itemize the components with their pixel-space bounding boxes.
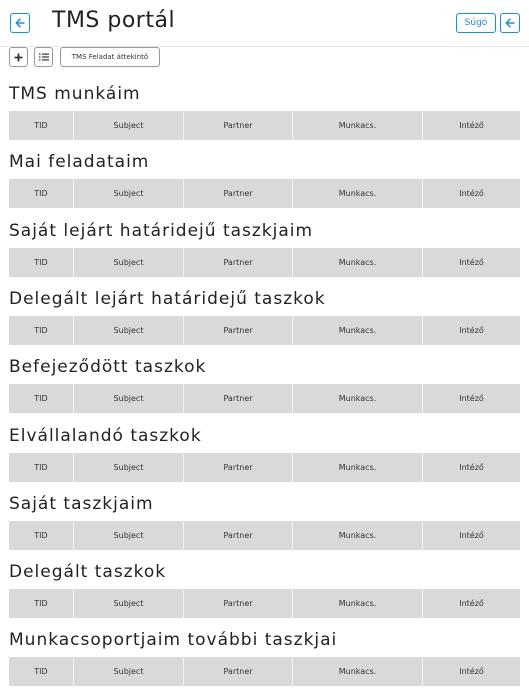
column-header[interactable]: Intéző xyxy=(459,121,484,130)
column-header[interactable]: TID xyxy=(9,179,74,208)
section-title: TMS munkáim xyxy=(9,84,141,104)
column-header[interactable]: Partner xyxy=(184,111,293,140)
section-title: Saját taszkjaim xyxy=(9,494,154,514)
add-button[interactable] xyxy=(9,47,28,67)
section-title: Elvállalandó taszkok xyxy=(9,426,202,446)
column-header[interactable]: TID xyxy=(9,657,74,686)
section-title: Befejeződött taszkok xyxy=(9,357,207,377)
task-section xyxy=(0,426,529,486)
column-header[interactable]: Partner xyxy=(184,248,293,277)
table-header-row xyxy=(9,453,520,482)
task-section xyxy=(0,152,529,212)
column-header[interactable]: Partner xyxy=(184,657,293,686)
column-header[interactable]: Intéző xyxy=(459,463,484,472)
column-header[interactable]: Subject xyxy=(74,111,184,140)
arrow-left-icon xyxy=(505,18,515,28)
column-header[interactable]: Partner xyxy=(184,384,293,413)
column-header[interactable]: Munkacs. xyxy=(293,179,423,208)
column-header[interactable]: Munkacs. xyxy=(293,384,423,413)
column-header[interactable]: Intéző xyxy=(459,394,484,403)
task-section xyxy=(0,84,529,144)
column-header[interactable]: Intéző xyxy=(459,667,484,676)
task-overview-button[interactable]: TMS Feladat áttekintő xyxy=(60,47,160,67)
task-section xyxy=(0,494,529,554)
column-header[interactable]: Intéző xyxy=(459,258,484,267)
column-header[interactable]: Munkacs. xyxy=(293,111,423,140)
table-header-row xyxy=(9,316,520,345)
section-title: Delegált lejárt határidejű taszkok xyxy=(9,289,326,309)
table-header-row xyxy=(9,111,520,140)
task-section xyxy=(0,630,529,690)
column-header[interactable]: TID xyxy=(9,248,74,277)
page-header xyxy=(0,0,529,47)
list-icon xyxy=(39,53,49,61)
section-title: Munkacsoportjaim további taszkjai xyxy=(9,630,338,650)
table-header-row xyxy=(9,589,520,618)
column-header[interactable]: Munkacs. xyxy=(293,589,423,618)
column-header[interactable]: Munkacs. xyxy=(293,248,423,277)
task-section xyxy=(0,562,529,622)
help-button[interactable]: Súgó xyxy=(456,13,496,33)
column-header[interactable]: Partner xyxy=(184,453,293,482)
plus-icon xyxy=(14,53,23,62)
back-button-right[interactable] xyxy=(500,13,520,33)
section-title: Mai feladataim xyxy=(9,152,150,172)
column-header[interactable]: TID xyxy=(9,111,74,140)
table-header-row xyxy=(9,657,520,686)
table-header-row xyxy=(9,384,520,413)
column-header[interactable]: Subject xyxy=(74,521,184,550)
task-section xyxy=(0,289,529,349)
column-header[interactable]: TID xyxy=(9,521,74,550)
column-header[interactable]: Intéző xyxy=(459,531,484,540)
table-header-row xyxy=(9,521,520,550)
list-button[interactable] xyxy=(34,47,53,67)
arrow-left-icon xyxy=(15,18,25,28)
column-header[interactable]: Munkacs. xyxy=(293,453,423,482)
column-header[interactable]: TID xyxy=(9,316,74,345)
column-header[interactable]: Subject xyxy=(74,179,184,208)
task-section xyxy=(0,221,529,281)
column-header[interactable]: TID xyxy=(9,589,74,618)
column-header[interactable]: Subject xyxy=(74,248,184,277)
column-header[interactable]: Partner xyxy=(184,179,293,208)
column-header[interactable]: Subject xyxy=(74,657,184,686)
section-title: Saját lejárt határidejű taszkjaim xyxy=(9,221,314,241)
column-header[interactable]: Munkacs. xyxy=(293,657,423,686)
column-header[interactable]: Subject xyxy=(74,453,184,482)
column-header[interactable]: Intéző xyxy=(459,189,484,198)
column-header[interactable]: Partner xyxy=(184,521,293,550)
page-title: TMS portál xyxy=(52,8,176,33)
column-header[interactable]: Munkacs. xyxy=(293,316,423,345)
column-header[interactable]: Subject xyxy=(74,589,184,618)
column-header[interactable]: Intéző xyxy=(459,326,484,335)
column-header[interactable]: TID xyxy=(9,453,74,482)
column-header[interactable]: Partner xyxy=(184,316,293,345)
column-header[interactable]: Munkacs. xyxy=(293,521,423,550)
back-button[interactable] xyxy=(10,13,30,33)
task-section xyxy=(0,357,529,417)
section-title: Delegált taszkok xyxy=(9,562,167,582)
column-header[interactable]: Subject xyxy=(74,384,184,413)
column-header[interactable]: Subject xyxy=(74,316,184,345)
table-header-row xyxy=(9,179,520,208)
table-header-row xyxy=(9,248,520,277)
column-header[interactable]: TID xyxy=(9,384,74,413)
column-header[interactable]: Partner xyxy=(184,589,293,618)
column-header[interactable]: Intéző xyxy=(459,599,484,608)
